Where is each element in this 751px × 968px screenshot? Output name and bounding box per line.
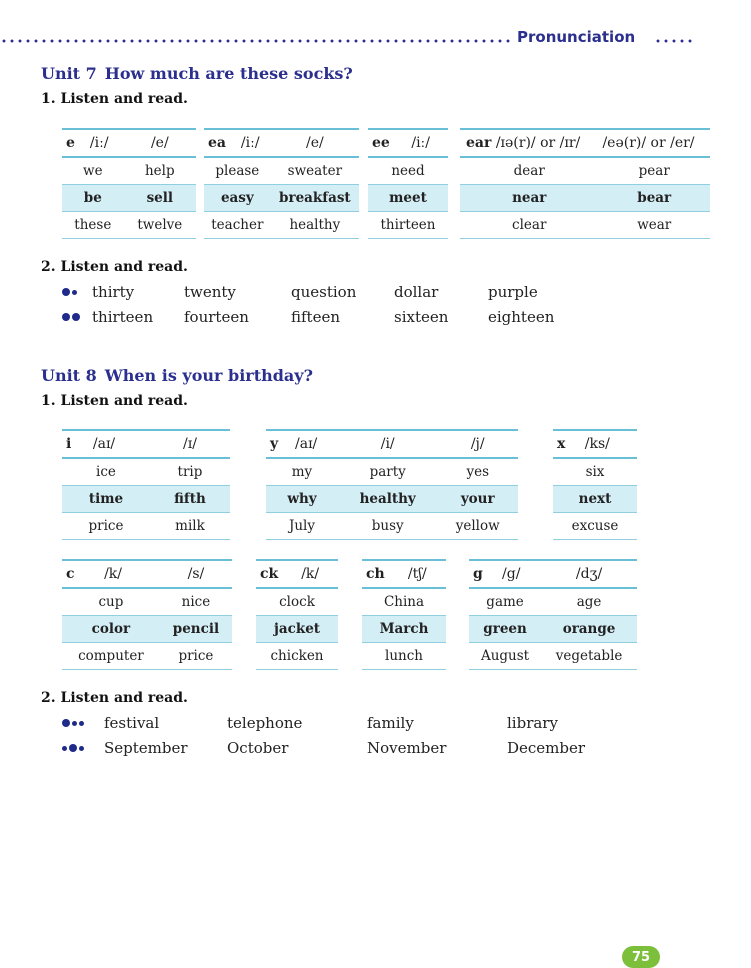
table-header-sound: /s/ [160,560,232,588]
table-cell [160,616,232,643]
table-cell: pear [598,157,710,185]
table-cell: wear [598,212,710,239]
table-cell-text: meet [389,190,427,206]
table-cell: ice [62,458,150,486]
table-cell [266,486,338,513]
word: October [227,739,289,757]
table-cell: price [62,513,150,540]
table-cell [62,486,150,513]
word: sixteen [394,308,449,326]
page-number-badge: 75 [622,946,660,968]
table-cell: computer [62,643,160,670]
table-header-letter: x [553,430,581,458]
table-cell: price [160,643,232,670]
table-cell: busy [338,513,438,540]
table-cell-text: bear [637,190,672,206]
unit7-table-ee [368,128,448,239]
table-cell: clock [256,588,338,616]
table-header-sound: /aɪ/ [291,430,338,458]
table-header-sound: /iː/ [407,129,448,157]
table-cell: twelve [124,212,196,239]
table-header-sound: /tʃ/ [404,560,446,588]
table-header-letter: ck [256,560,297,588]
table-cell: healthy [271,212,359,239]
table-cell: dear [460,157,598,185]
table-cell: help [124,157,196,185]
unit8-table-y [266,429,518,540]
stress-pattern-icon [62,719,96,727]
table-cell-text: be [83,190,102,206]
word: question [291,283,357,301]
table-cell: chicken [256,643,338,670]
table-header-sound: /iː/ [237,129,271,157]
unit7-section2-title: 2. Listen and read. [41,259,188,275]
table-cell: clear [460,212,598,239]
table-cell [553,486,637,513]
table-header-sound-text: /ɪə(r)/ or /ɪr/ [495,135,581,151]
word: library [507,714,558,732]
word: thirteen [92,308,154,326]
table-cell-text: breakfast [279,190,351,206]
table-cell-text: green [483,621,527,637]
unit8-table-i [62,429,230,540]
unit8-heading: When is your birthday? [104,366,313,385]
stress-pattern-icon [62,288,84,296]
word: festival [104,714,160,732]
table-cell: my [266,458,338,486]
table-header-letter: ear [466,135,492,151]
table-cell: nice [160,588,232,616]
table-cell-text: healthy [359,491,416,507]
table-cell: yellow [437,513,518,540]
table-cell: age [541,588,637,616]
table-cell: milk [150,513,230,540]
table-header-sound: /k/ [297,560,338,588]
word: November [367,739,447,757]
unit8-number: Unit 8 [41,366,97,385]
stress-pattern-icon [62,744,96,752]
table-cell-text: orange [562,621,616,637]
table-cell: July [266,513,338,540]
unit8-title [41,366,313,385]
table-cell-text: color [91,621,131,637]
table-cell [338,486,438,513]
table-header-sound: /e/ [124,129,196,157]
header-dotted-rule-right [654,39,696,43]
table-cell: game [469,588,541,616]
word: dollar [394,283,439,301]
unit8-table-g [469,559,637,670]
unit8-section1-title: 1. Listen and read. [41,393,188,409]
word: twenty [184,283,236,301]
table-cell [437,486,518,513]
table-header-sound: /i/ [338,430,438,458]
table-cell [256,616,338,643]
stress-pattern-icon [62,313,84,321]
table-cell: these [62,212,124,239]
table-header-sound: /k/ [100,560,160,588]
table-cell-text: why [287,491,317,507]
table-cell: thirteen [368,212,448,239]
table-cell-text: sell [146,190,174,206]
table-cell: yes [437,458,518,486]
word: family [367,714,414,732]
table-cell: please [204,157,271,185]
table-cell: sweater [271,157,359,185]
unit8-stress-row-1 [62,714,558,732]
word: fourteen [184,308,249,326]
word: eighteen [488,308,555,326]
table-cell [362,616,446,643]
table-cell: cup [62,588,160,616]
table-cell-text: fifth [174,491,206,507]
table-header-sound [460,129,598,157]
table-header-sound: /ks/ [581,430,637,458]
table-cell: trip [150,458,230,486]
table-cell: six [553,458,637,486]
table-cell [62,185,124,212]
table-cell [124,185,196,212]
table-header-sound: /dʒ/ [541,560,637,588]
unit8-table-x [553,429,637,540]
table-header-sound: /aɪ/ [89,430,150,458]
table-header-sound: /j/ [437,430,518,458]
table-header-letter: g [469,560,498,588]
table-cell [460,185,598,212]
table-cell: August [469,643,541,670]
table-cell [150,486,230,513]
table-cell: party [338,458,438,486]
table-cell [368,185,448,212]
unit7-heading: How much are these socks? [104,64,353,83]
table-cell [204,185,271,212]
table-cell [62,616,160,643]
table-cell: lunch [362,643,446,670]
unit7-table-ea [204,128,359,239]
unit8-table-ck [256,559,338,670]
word: September [104,739,188,757]
table-header-letter: i [62,430,89,458]
table-cell [469,616,541,643]
table-header-letter: c [62,560,100,588]
table-cell [598,185,710,212]
table-cell: vegetable [541,643,637,670]
header-dotted-rule [0,39,510,43]
table-header-sound: /e/ [271,129,359,157]
table-cell [541,616,637,643]
table-cell-text: pencil [172,621,220,637]
table-header-sound: /iː/ [86,129,124,157]
unit7-section1-title: 1. Listen and read. [41,91,188,107]
table-header-letter: ch [362,560,404,588]
word: purple [488,283,538,301]
table-cell-text: time [88,491,124,507]
table-cell-text: March [379,621,429,637]
table-cell: excuse [553,513,637,540]
table-header-sound: /ɪ/ [150,430,230,458]
table-cell: teacher [204,212,271,239]
word: fifteen [291,308,340,326]
table-header-letter: e [62,129,86,157]
table-cell-text: jacket [273,621,321,637]
table-header-letter: ea [204,129,237,157]
unit7-stress-row-2 [62,308,554,326]
table-cell: need [368,157,448,185]
word: December [507,739,586,757]
table-cell-text: your [460,491,495,507]
unit7-table-e [62,128,196,239]
unit8-section2-title: 2. Listen and read. [41,690,188,706]
table-cell [271,185,359,212]
unit8-table-ch [362,559,446,670]
table-header-sound: /g/ [498,560,541,588]
table-header-sound: /eə(r)/ or /er/ [598,129,710,157]
unit8-stress-row-2 [62,739,585,757]
table-cell: we [62,157,124,185]
table-cell-text: next [578,491,612,507]
unit7-table-ear [460,128,710,239]
word: telephone [227,714,303,732]
table-cell-text: near [512,190,547,206]
table-header-letter: y [266,430,291,458]
unit8-table-c [62,559,232,670]
table-header-letter: ee [368,129,407,157]
section-header: Pronunciation [517,28,636,46]
table-cell: China [362,588,446,616]
word: thirty [92,283,135,301]
unit7-stress-row-1 [62,283,538,301]
table-cell-text: easy [220,190,254,206]
unit7-number: Unit 7 [41,64,97,83]
unit7-title [41,64,353,83]
